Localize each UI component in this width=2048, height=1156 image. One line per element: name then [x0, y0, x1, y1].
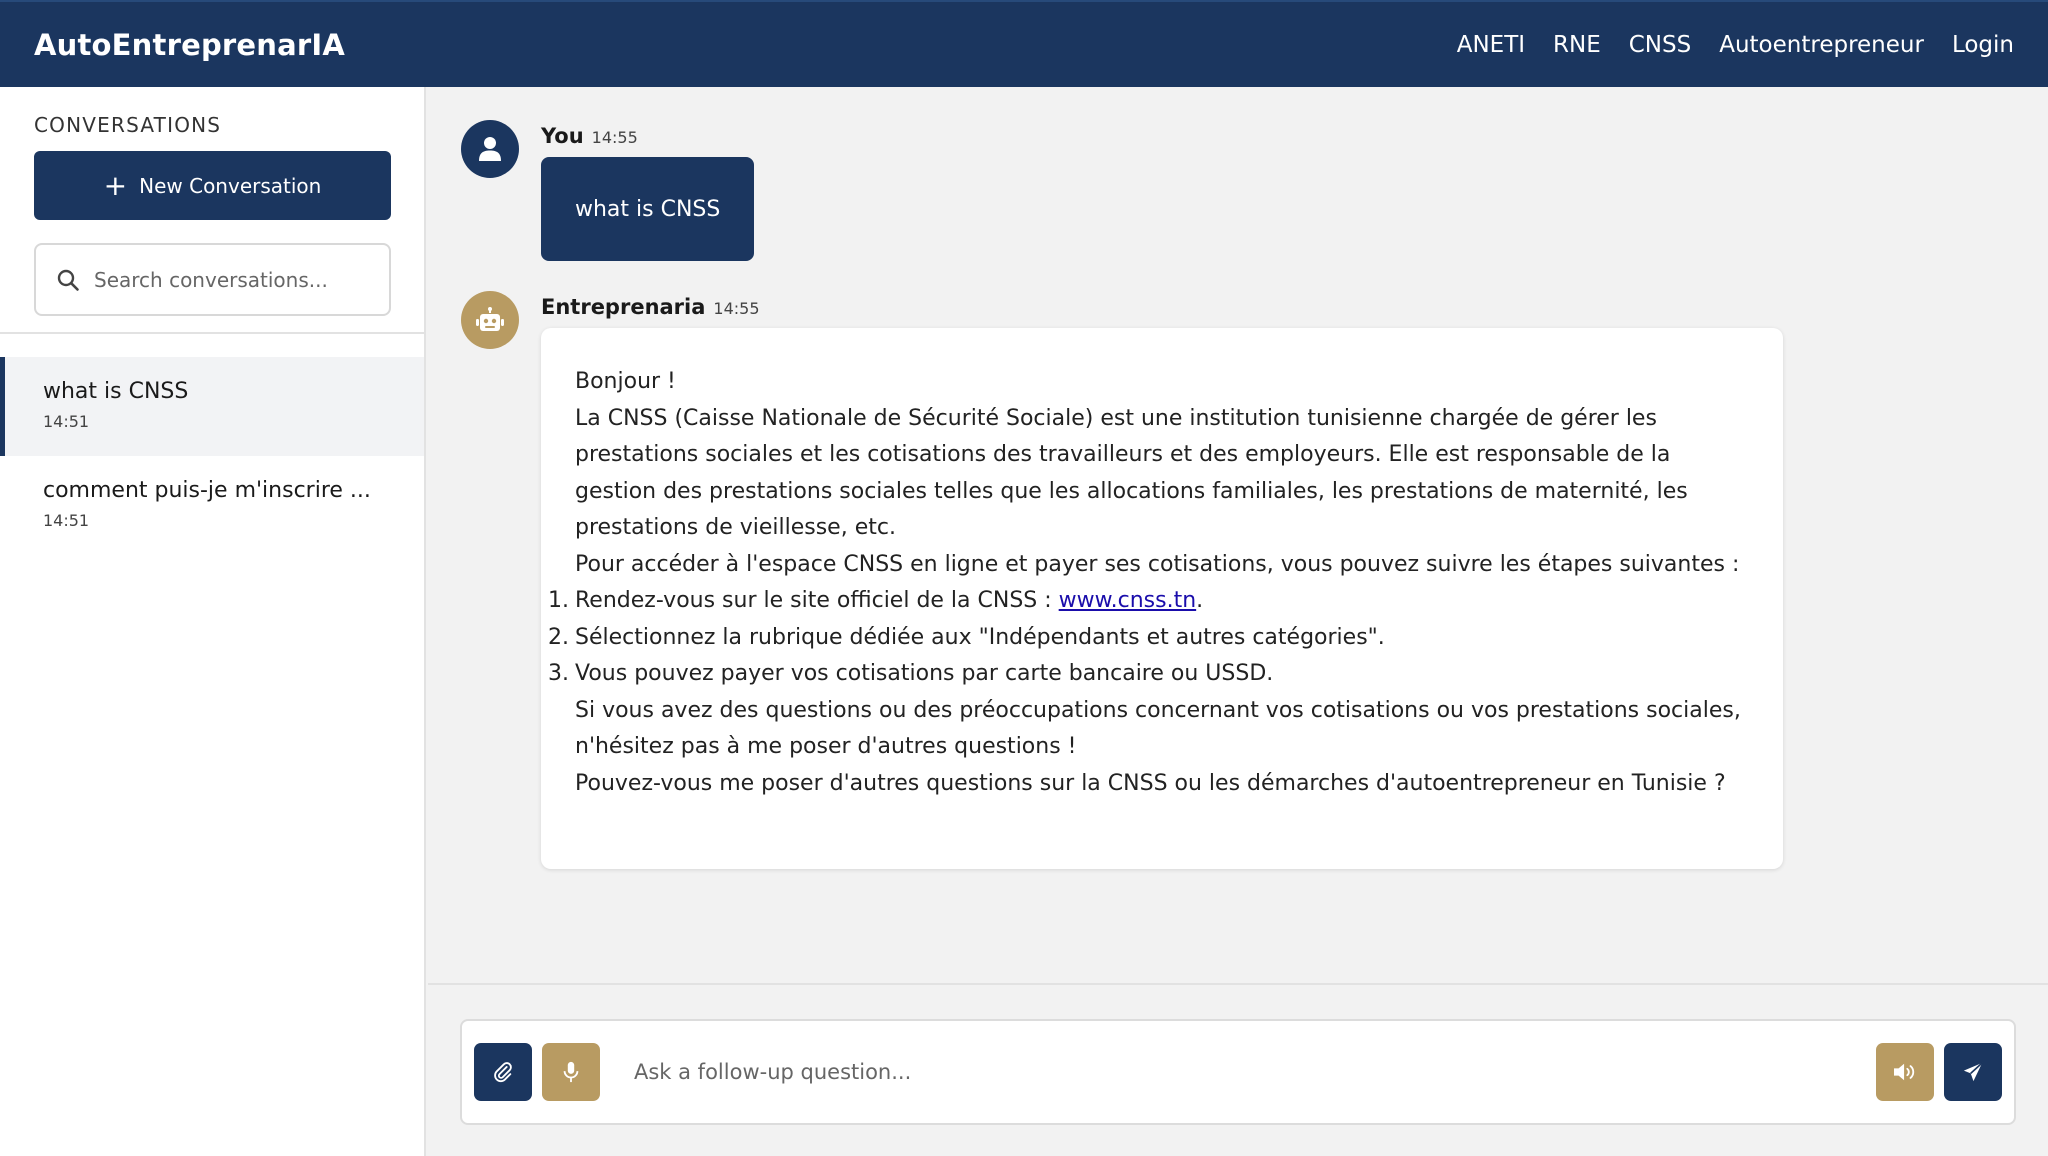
- message-sender: You: [541, 124, 584, 148]
- conversation-title: comment puis-je m'inscrire ...: [43, 478, 371, 503]
- new-conversation-label: New Conversation: [139, 173, 322, 198]
- plus-icon: +: [103, 168, 128, 202]
- send-button[interactable]: [1944, 1043, 2002, 1101]
- message-composer: [460, 1019, 2016, 1125]
- bot-questions: Si vous avez des questions ou des préoccupations concernant vos cotisations ou vos prestations sociales, n'hésitez pas à me poser d'autres questions !: [575, 697, 1741, 759]
- message-time: 14:55: [591, 128, 638, 147]
- bot-steps-list: [548, 583, 1751, 693]
- user-avatar: [461, 120, 519, 178]
- cnss-website-link[interactable]: www.cnss.tn: [1058, 588, 1197, 613]
- conversation-time: 14:51: [43, 412, 90, 431]
- composer-area: [428, 983, 2048, 1156]
- paperclip-icon: [492, 1061, 514, 1083]
- bot-avatar: [461, 291, 519, 349]
- conversation-time: 14:51: [43, 511, 90, 530]
- sidebar-header: [0, 87, 424, 334]
- nav-link-aneti[interactable]: ANETI: [1456, 31, 1526, 58]
- send-icon: [1962, 1061, 1984, 1083]
- step-2-text: Sélectionnez la rubrique dédiée aux "Indépendants et autres catégories".: [575, 624, 1385, 650]
- user-message: [461, 120, 1261, 270]
- message-sender: Entreprenaria: [541, 295, 706, 319]
- microphone-icon: [562, 1061, 580, 1083]
- step-1-text: Rendez-vous sur le site officiel de la CNSS :: [575, 588, 1059, 613]
- bot-step-2: 2. Sélectionnez la rubrique dédiée aux "Indépendants et autres catégories".: [548, 624, 1385, 650]
- step-3-text: Vous pouvez payer vos cotisations par carte bancaire ou USSD.: [575, 661, 1274, 686]
- chat-area: [428, 87, 2048, 983]
- step-1-suffix: .: [1196, 588, 1204, 613]
- bot-message-bubble: [541, 328, 1783, 869]
- nav-links: [1457, 32, 2014, 58]
- bot-step-1: 1. Rendez-vous sur le site officiel de la CNSS : www.cnss.tn.: [548, 588, 1204, 613]
- user-message-meta: [541, 124, 638, 148]
- nav-link-cnss[interactable]: CNSS: [1628, 31, 1692, 58]
- robot-icon: [475, 307, 505, 333]
- bot-step-3: 3. Vous pouvez payer vos cotisations par carte bancaire ou USSD.: [548, 661, 1274, 686]
- user-icon: [478, 136, 502, 162]
- sidebar: [0, 87, 426, 1156]
- bot-message-meta: [541, 295, 760, 319]
- bot-message: [461, 291, 1861, 891]
- bot-intro: La CNSS (Caisse Nationale de Sécurité Sociale) est une institution tunisienne chargée de gérer les prestations sociales et les cotisations des travailleurs et des employeurs. Elle est responsable de la gestion des prestations sociales telles que les allocations familiales, les prestations de maternité, les prestations de vieillesse, etc.: [575, 405, 1688, 540]
- conversation-list: [0, 357, 424, 555]
- follow-up-input[interactable]: [634, 1060, 1852, 1084]
- nav-link-autoentrepreneur[interactable]: Autoentrepreneur: [1719, 31, 1924, 58]
- search-conversations-input[interactable]: [94, 268, 354, 292]
- user-message-bubble: what is CNSS: [541, 157, 754, 261]
- conversation-title: what is CNSS: [43, 379, 189, 404]
- conversation-item-active[interactable]: [0, 357, 424, 456]
- attach-button[interactable]: [474, 1043, 532, 1101]
- search-box[interactable]: [34, 243, 391, 316]
- speaker-icon: [1892, 1061, 1918, 1083]
- nav-link-login[interactable]: Login: [1951, 31, 2014, 58]
- search-icon: [56, 268, 80, 292]
- conversations-heading: CONVERSATIONS: [34, 113, 222, 137]
- bot-steps-intro: Pour accéder à l'espace CNSS en ligne et payer ses cotisations, vous pouvez suivre les étapes suivantes :: [575, 551, 1740, 577]
- message-time: 14:55: [713, 299, 760, 318]
- nav-link-rne[interactable]: RNE: [1553, 31, 1601, 58]
- conversation-item[interactable]: [0, 456, 424, 555]
- top-navbar: [0, 0, 2048, 87]
- brand-logo[interactable]: AutoEntreprenarIA: [34, 27, 346, 62]
- microphone-button[interactable]: [542, 1043, 600, 1101]
- bot-followup: Pouvez-vous me poser d'autres questions sur la CNSS ou les démarches d'autoentrepreneur en Tunisie ?: [575, 770, 1726, 796]
- bot-greeting: Bonjour !: [575, 369, 676, 394]
- speaker-button[interactable]: [1876, 1043, 1934, 1101]
- new-conversation-button[interactable]: [34, 151, 391, 220]
